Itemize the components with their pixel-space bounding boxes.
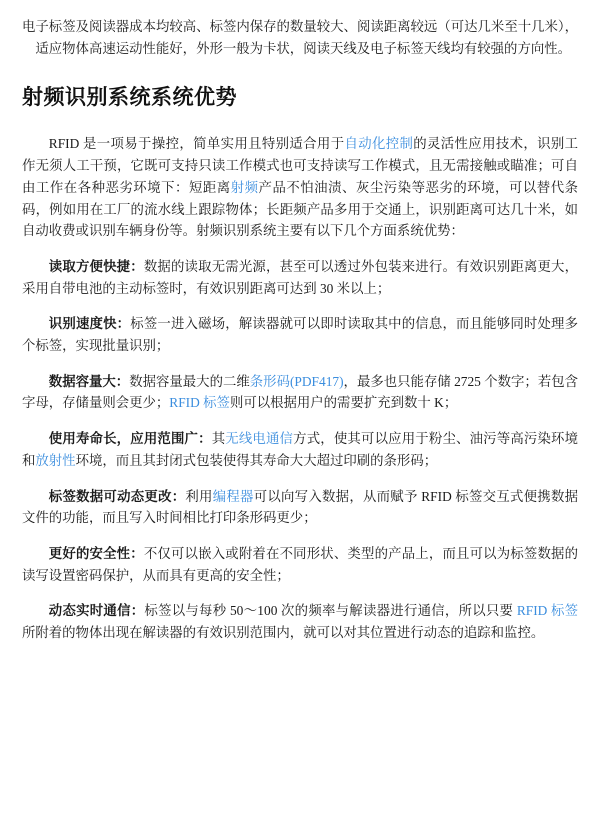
paragraph-data-capacity-link-3[interactable]: RFID 标签 [169, 395, 230, 411]
paragraph-rfid-overview-text-0: RFID 是一项易于操控，简单实用且特别适合用于 [48, 136, 345, 152]
paragraph-realtime-comm-text-2: 所附着的物体出现在解读器的有效识别范围内，就可以对其位置进行动态的追踪和监控。 [22, 625, 545, 641]
paragraph-data-capacity-text-2: ，最多也只能存储 2725 个数字；若包含字母，存储量则会更少； [22, 373, 579, 411]
paragraph-rfid-overview-link-3[interactable]: 射频 [230, 179, 259, 195]
paragraph-rfid-overview-text-2: 的灵活性应用技术，识别工作无须人工干预，它既可支持只读工作模式也可支持读写工作模式，且无需接触或瞄准；可自由工作在各种恶劣环境下：短距离 [22, 136, 579, 195]
paragraph-security [22, 543, 578, 586]
paragraph-recognition-speed [22, 313, 578, 356]
paragraph-recognition-speed-text-0: 标签一进入磁场，解读器就可以即时读取其中的信息，而且能够同时处理多个标签，实现批量识别； [22, 316, 579, 354]
paragraph-data-capacity [22, 371, 578, 414]
paragraph-data-capacity-text-0: 数据容量最大的二维 [129, 373, 250, 389]
paragraph-service-life-link-1[interactable]: 无线电通信 [225, 431, 294, 447]
paragraph-dynamic-modify-text-2: 可以向写入数据，从而赋予 RFID 标签交互式便携数据文件的功能，而且写入时间相比打印条形码更少； [22, 488, 579, 526]
paragraph-service-life-text-4: 环境，而且其封闭式包装使得其寿命大大超过印刷的条形码； [75, 452, 438, 468]
body-content [22, 133, 578, 643]
paragraph-service-life-lead: 使用寿命长，应用范围广： [48, 431, 212, 447]
paragraph-dynamic-modify-lead: 标签数据可动态更改： [48, 488, 186, 504]
paragraph-service-life-text-2: 方式，使其可以应用于粉尘、油污等高污染环境和 [22, 431, 579, 468]
paragraph-rfid-overview-link-1[interactable]: 自动化控制 [344, 136, 414, 152]
paragraph-data-capacity-link-1[interactable]: 条形码(PDF417) [249, 373, 344, 389]
paragraph-service-life-link-3[interactable]: 放射性 [35, 452, 76, 468]
paragraph-read-convenience-text-0: 数据的读取无需光源，甚至可以透过外包装来进行。有效识别距离更大，采用自带电池的主动标签时，有效识别距离可达到 30 米以上； [22, 258, 579, 296]
paragraph-data-capacity-lead: 数据容量大： [48, 373, 130, 389]
paragraph-dynamic-modify-link-1[interactable]: 编程器 [212, 488, 254, 504]
paragraph-realtime-comm-link-1[interactable]: RFID 标签 [516, 603, 579, 619]
paragraph-realtime-comm-lead: 动态实时通信： [48, 603, 145, 619]
paragraph-service-life-text-0: 其 [211, 431, 226, 447]
intro-paragraph [22, 16, 578, 59]
paragraph-service-life [22, 428, 578, 471]
paragraph-realtime-comm [22, 600, 578, 643]
paragraph-rfid-overview-text-4: 产品不怕油渍、灰尘污染等恶劣的环境，可以替代条码，例如用在工厂的流水线上跟踪物体；长距频产品多用于交通上，识别距离可达几十米，如自动收费或识别车辆身份等。射频识别系统主要有以下几个方面系统优势： [22, 179, 579, 239]
paragraph-recognition-speed-lead: 识别速度快： [48, 316, 131, 332]
paragraph-dynamic-modify [22, 486, 578, 529]
paragraph-dynamic-modify-text-0: 利用 [185, 488, 213, 504]
paragraph-read-convenience [22, 256, 578, 299]
paragraph-data-capacity-text-4: 则可以根据用户的需要扩充到数十 K； [229, 395, 458, 411]
section-title: 射频识别系统系统优势 [22, 86, 237, 110]
paragraph-security-lead: 更好的安全性： [48, 545, 144, 561]
paragraph-realtime-comm-text-0: 标签以与每秒 50～100 次的频率与解读器进行通信，所以只要 [144, 603, 517, 619]
paragraph-security-text-0: 不仅可以嵌入或附着在不同形状、类型的产品上，而且可以为标签数据的读写设置密码保护，从而具有更高的安全性； [22, 545, 579, 583]
paragraph-rfid-overview [22, 133, 578, 242]
paragraph-read-convenience-lead: 读取方便快捷： [48, 258, 144, 274]
intro-text-part-2: 适应物体高速运动性能好，外形一般为卡状，阅读天线及电子标签天线均有较强的方向性。 [35, 40, 572, 56]
intro-text-part-1: 电子标签及阅读器成本均较高、标签内保存的数量较大、阅读距离较远（可达几米至十几米）， [22, 19, 578, 34]
